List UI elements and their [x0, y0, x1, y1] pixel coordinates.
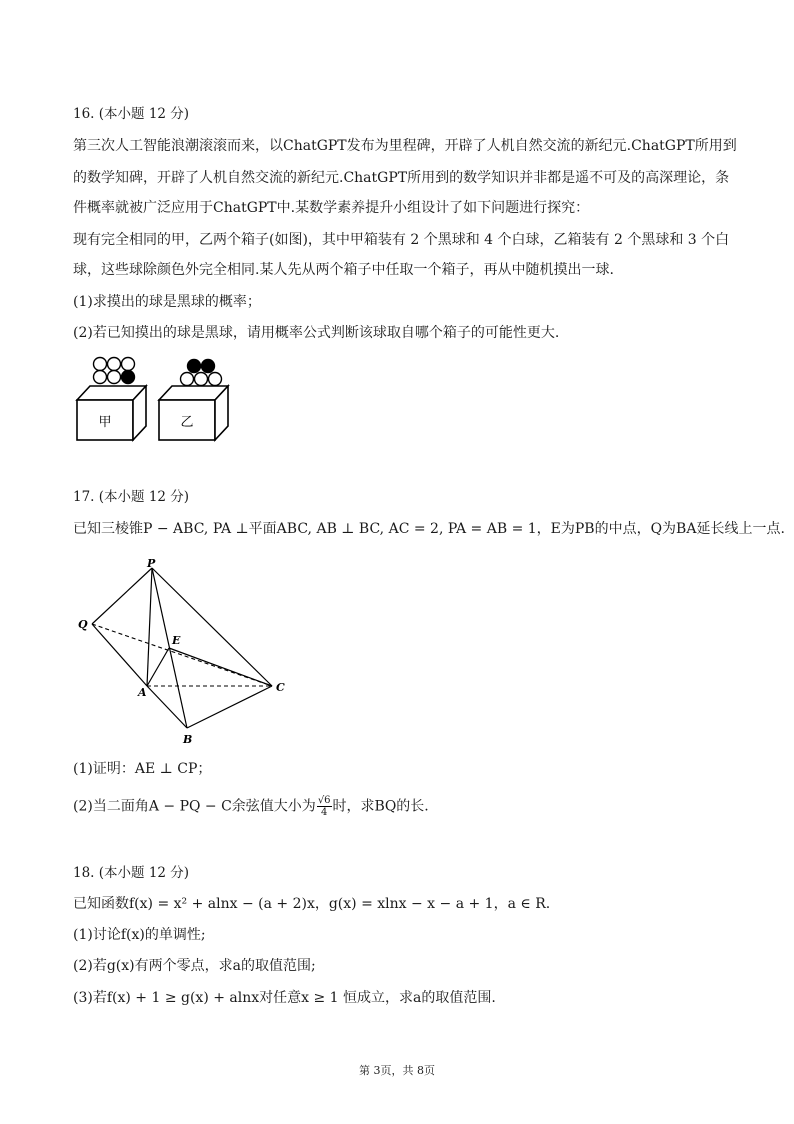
ball-boxes-figure: [72, 352, 242, 444]
q18-part-1: (1)讨论f(x)的单调性;: [73, 927, 206, 943]
box-yi: [159, 386, 228, 440]
box-yi-label: 乙: [180, 415, 194, 430]
label-E: E: [172, 634, 181, 647]
box-jia-label: 甲: [98, 415, 112, 430]
fraction-denominator: 4: [320, 807, 328, 818]
pyramid-figure: [72, 552, 302, 747]
q18-part-3: (3)若f(x) + 1 ≥ g(x) + alnx对任意x ≥ 1 恒成立，求a的取值范围.: [73, 990, 496, 1006]
q16-part-2: (2)若已知摸出的球是黑球，请用概率公式判断该球取自哪个箱子的可能性更大.: [73, 325, 560, 341]
q16-line-1: 第三次人工智能浪潮滚滚而来，以ChatGPT发布为里程碑，开辟了人机自然交流的新纪元.ChatGPT所用到: [73, 138, 737, 154]
q18-header: 18. (本小题 12 分): [73, 865, 190, 881]
box-yi-balls: [181, 360, 222, 386]
q16-line-4: 现有完全相同的甲，乙两个箱子(如图)，其中甲箱装有 2 个黑球和 4 个白球，乙箱装有 2 个黑球和 3 个白: [73, 232, 730, 248]
page-footer: 第 3页，共 8页: [359, 1064, 435, 1077]
cos-fraction: [317, 795, 332, 818]
q16-line-2: 的数学知碑，开辟了人机自然交流的新纪元.ChatGPT所用到的数学知识并非都是遥不可及的高深理论，条: [73, 170, 730, 186]
q17-part-2-post: 时，求BQ的长.: [332, 798, 429, 815]
q16-part-1: (1)求摸出的球是黑球的概率；: [73, 294, 261, 310]
label-B: B: [183, 733, 193, 746]
q17-part-2: [73, 795, 429, 818]
box-jia: [77, 386, 146, 440]
fraction-numerator: √6: [317, 795, 331, 806]
label-C: C: [276, 681, 285, 694]
q17-statement: 已知三棱锥P − ABC, PA ⊥平面ABC, AB ⊥ BC, AC = 2, PA = AB = 1，E为PB的中点，Q为BA延长线上一点.: [73, 521, 785, 537]
q17-header: 17. (本小题 12 分): [73, 489, 190, 505]
q18-part-2: (2)若g(x)有两个零点，求a的取值范围;: [73, 958, 316, 974]
box-jia-balls: [94, 358, 135, 384]
q17-part-1: (1)证明：AE ⊥ CP；: [73, 761, 212, 777]
q17-part-2-pre: (2)当二面角A − PQ − C余弦值大小为: [73, 798, 316, 815]
label-P: P: [147, 557, 156, 570]
label-A: A: [138, 686, 147, 699]
label-Q: Q: [78, 618, 88, 631]
q16-line-3: 件概率就被广泛应用于ChatGPT中.某数学素养提升小组设计了如下问题进行探究：: [73, 200, 590, 216]
q16-line-5: 球，这些球除颜色外完全相同.某人先从两个箱子中任取一个箱子，再从中随机摸出一球.: [73, 262, 614, 278]
q18-statement: 已知函数f(x) = x² + alnx − (a + 2)x，g(x) = xlnx − x − a + 1，a ∈ R.: [73, 896, 551, 912]
q16-header: 16. (本小题 12 分): [73, 106, 190, 122]
